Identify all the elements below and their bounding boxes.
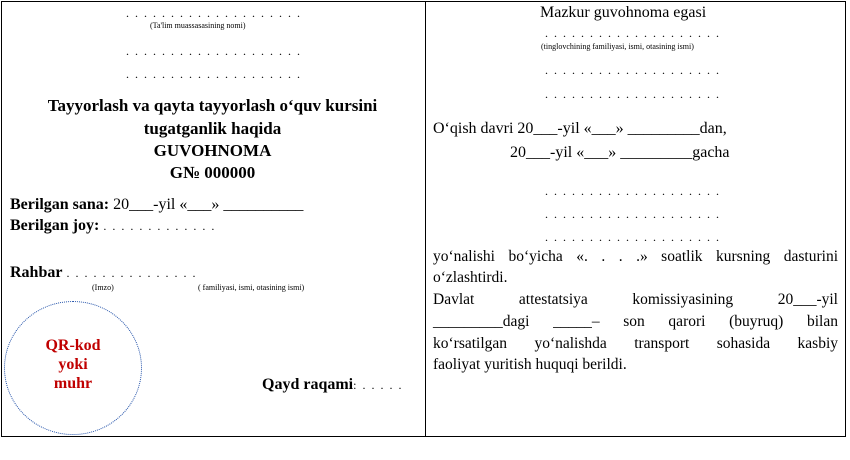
title-line-1: Tayyorlash va qayta tayyorlash o‘quv kursini: [47, 96, 378, 115]
issued-place-dots: . . . . . . . . . . . . .: [103, 219, 216, 233]
head-dots: . . . . . . . . . . . . . . .: [66, 266, 197, 280]
study-period-line-2: 20___-yil «___» _________gacha: [510, 144, 730, 161]
institution-dots-3: . . . . . . . . . . . . . . . . . . . .: [126, 67, 302, 81]
head-row: [10, 264, 197, 282]
owner-title: Mazkur guvohnoma egasi: [540, 4, 707, 21]
owner-dots-3: . . . . . . . . . . . . . . . . . . . .: [545, 87, 721, 101]
registration-label: Qayd raqami: [262, 376, 354, 393]
signature-caption: (Imzo): [92, 283, 114, 292]
certificate-number: G№ 000000: [169, 163, 256, 182]
issued-date-value: 20___-yil «___» __________: [113, 196, 304, 213]
seal-text: [4, 336, 142, 393]
study-period-line-1: O‘qish davri 20___-yil «___» _________dan,: [433, 120, 727, 137]
issued-place-label: Berilgan joy:: [10, 217, 100, 234]
institution-dots-2: . . . . . . . . . . . . . . . . . . . .: [126, 44, 302, 58]
attestation-line-2: _________dagi _____– son qarori (buyruq) bilan: [433, 313, 838, 330]
title-line-2: tugatganlik haqida: [143, 119, 282, 138]
program-dots-2: . . . . . . . . . . . . . . . . . . . .: [545, 207, 721, 221]
issued-date-row: [10, 196, 303, 214]
page-divider: [425, 1, 426, 437]
owner-dots: . . . . . . . . . . . . . . . . . . . .: [545, 26, 721, 40]
program-dots-3: . . . . . . . . . . . . . . . . . . . .: [545, 230, 721, 244]
seal-line-1: QR-kod: [45, 337, 101, 354]
registration-dots: : . . . . .: [353, 378, 403, 392]
title-line-3: GUVOHNOMA: [153, 141, 272, 160]
issued-place-row: [10, 217, 216, 235]
seal-line-3: muhr: [53, 375, 93, 392]
institution-caption: (Ta'lim muassasasining nomi): [150, 21, 246, 30]
program-line-1: yo‘nalishi bo‘yicha «. . . .» soatlik kursning dasturini: [433, 248, 838, 265]
owner-dots-2: . . . . . . . . . . . . . . . . . . . .: [545, 63, 721, 77]
name-caption: ( familiyasi, ismi, otasining ismi): [198, 283, 305, 292]
owner-caption: (tinglovchining familiyasi, ismi, otasining ismi): [541, 42, 694, 51]
seal-line-2: yoki: [58, 356, 88, 373]
program-line-2: o‘zlashtirdi.: [433, 269, 508, 286]
attestation-line-4: faoliyat yuritish huquqi berildi.: [433, 356, 627, 373]
issued-date-label: Berilgan sana:: [10, 196, 110, 213]
head-label: Rahbar: [10, 264, 63, 281]
attestation-line-1: Davlat attestatsiya komissiyasining 20___-yil: [433, 291, 838, 308]
program-dots-1: . . . . . . . . . . . . . . . . . . . .: [545, 184, 721, 198]
registration-row: [262, 376, 403, 394]
attestation-line-3: ko‘rsatilgan yo‘nalishda transport sohasida kasbiy: [433, 335, 838, 352]
institution-dots: . . . . . . . . . . . . . . . . . . . .: [126, 6, 302, 20]
